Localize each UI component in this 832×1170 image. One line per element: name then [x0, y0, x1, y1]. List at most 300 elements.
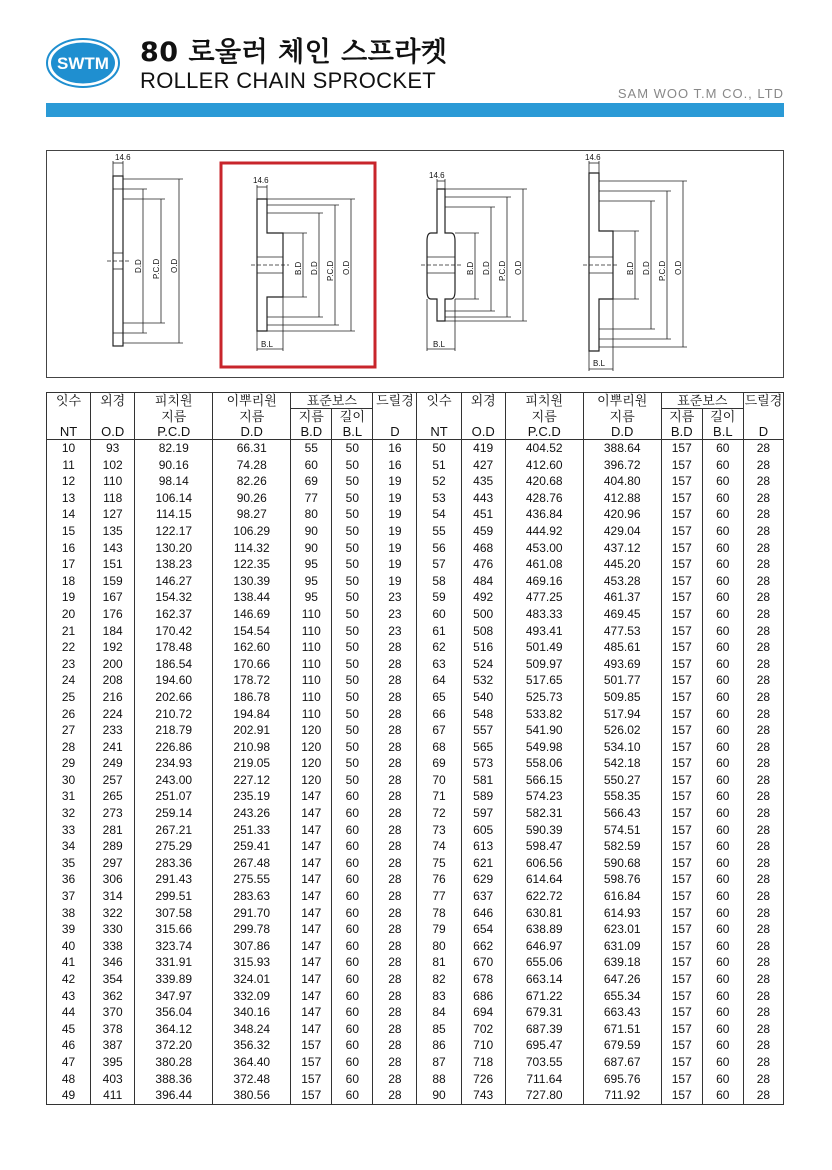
table-cell: 120: [291, 739, 332, 756]
table-cell: 445.20: [583, 556, 661, 573]
table-cell: 18: [47, 573, 91, 590]
table-cell: 147: [291, 871, 332, 888]
table-cell: 147: [291, 954, 332, 971]
col-bd-sub-2: 지름: [661, 409, 702, 425]
table-cell: 82.19: [135, 440, 213, 457]
table-cell: 55: [291, 440, 332, 457]
table-cell: 275.55: [213, 871, 291, 888]
table-cell: 60: [702, 838, 743, 855]
table-cell: 516: [461, 639, 505, 656]
table-cell: 28: [743, 1004, 783, 1021]
table-row: [47, 971, 784, 988]
table-cell: 60: [702, 1004, 743, 1021]
table-cell: 56: [417, 540, 461, 557]
table-cell: 53: [417, 490, 461, 507]
table-cell: 686: [461, 988, 505, 1005]
table-cell: 412.88: [583, 490, 661, 507]
table-cell: 208: [91, 672, 135, 689]
table-cell: 38: [47, 905, 91, 922]
table-cell: 110: [291, 639, 332, 656]
table-cell: 19: [373, 523, 417, 540]
table-cell: 28: [743, 457, 783, 474]
table-cell: 50: [332, 440, 373, 457]
table-cell: 403: [91, 1071, 135, 1088]
table-cell: 743: [461, 1087, 505, 1104]
table-cell: 28: [743, 772, 783, 789]
table-cell: 66: [417, 706, 461, 723]
table-cell: 60: [332, 971, 373, 988]
table-cell: 702: [461, 1021, 505, 1038]
table-cell: 13: [47, 490, 91, 507]
table-row: [47, 755, 784, 772]
table-cell: 157: [661, 623, 702, 640]
table-cell: 81: [417, 954, 461, 971]
table-cell: 354: [91, 971, 135, 988]
table-cell: 468: [461, 540, 505, 557]
table-cell: 60: [332, 838, 373, 855]
table-cell: 87: [417, 1054, 461, 1071]
table-cell: 621: [461, 855, 505, 872]
table-row: [47, 523, 784, 540]
table-cell: 380.28: [135, 1054, 213, 1071]
table-cell: 28: [743, 921, 783, 938]
table-cell: 710: [461, 1037, 505, 1054]
table-cell: 590.68: [583, 855, 661, 872]
col-boss-head-2: 표준보스: [661, 393, 743, 409]
table-cell: 50: [332, 639, 373, 656]
table-cell: 11: [47, 457, 91, 474]
table-cell: 28: [373, 1004, 417, 1021]
table-cell: 60: [702, 473, 743, 490]
table-cell: 275.29: [135, 838, 213, 855]
col-bl-sub: 길이: [332, 409, 373, 425]
table-cell: 218.79: [135, 722, 213, 739]
table-cell: 28: [743, 788, 783, 805]
table-cell: 582.31: [505, 805, 583, 822]
col-bl-sub-2: 길이: [702, 409, 743, 425]
col-pcd-sub: 지름: [135, 409, 213, 425]
col-pcd-sub-2: 지름: [505, 409, 583, 425]
col-od-symbol: O.D: [91, 424, 135, 440]
table-cell: 541.90: [505, 722, 583, 739]
table-cell: 47: [47, 1054, 91, 1071]
table-cell: 157: [291, 1037, 332, 1054]
table-cell: 477.25: [505, 589, 583, 606]
table-cell: 526.02: [583, 722, 661, 739]
table-cell: 16: [373, 457, 417, 474]
table-cell: 60: [291, 457, 332, 474]
table-cell: 542.18: [583, 755, 661, 772]
table-cell: 157: [661, 573, 702, 590]
col-pcd-symbol-2: P.C.D: [505, 424, 583, 440]
table-cell: 157: [661, 672, 702, 689]
table-cell: 28: [47, 739, 91, 756]
table-cell: 28: [373, 888, 417, 905]
table-cell: 28: [743, 490, 783, 507]
table-cell: 687.67: [583, 1054, 661, 1071]
table-row: [47, 788, 784, 805]
table-cell: 28: [373, 722, 417, 739]
table-cell: 60: [702, 606, 743, 623]
table-cell: 90.26: [213, 490, 291, 507]
table-cell: 60: [702, 954, 743, 971]
table-cell: 380.56: [213, 1087, 291, 1104]
table-cell: 110: [291, 672, 332, 689]
diagram-hub-type-selected: [221, 163, 375, 367]
table-cell: 40: [47, 938, 91, 955]
table-cell: 50: [332, 672, 373, 689]
table-cell: 202.66: [135, 689, 213, 706]
diagram4-dd-label: D.D: [642, 261, 651, 275]
table-cell: 28: [373, 988, 417, 1005]
table-cell: 28: [373, 921, 417, 938]
table-cell: 23: [373, 623, 417, 640]
table-cell: 60: [702, 822, 743, 839]
table-cell: 28: [373, 706, 417, 723]
table-cell: 28: [373, 656, 417, 673]
table-cell: 654: [461, 921, 505, 938]
table-cell: 469.16: [505, 573, 583, 590]
table-cell: 60: [702, 1054, 743, 1071]
table-row: [47, 689, 784, 706]
table-cell: 50: [332, 457, 373, 474]
table-cell: 162.60: [213, 639, 291, 656]
col-dd-symbol-2: D.D: [583, 424, 661, 440]
diagram3-bl-label: B.L: [433, 340, 446, 349]
table-cell: 60: [702, 788, 743, 805]
table-cell: 60: [332, 855, 373, 872]
table-cell: 77: [291, 490, 332, 507]
table-cell: 646.97: [505, 938, 583, 955]
table-cell: 147: [291, 988, 332, 1005]
table-cell: 41: [47, 954, 91, 971]
table-cell: 485.61: [583, 639, 661, 656]
table-cell: 492: [461, 589, 505, 606]
table-cell: 186.78: [213, 689, 291, 706]
table-cell: 451: [461, 506, 505, 523]
table-cell: 493.41: [505, 623, 583, 640]
table-cell: 28: [373, 639, 417, 656]
table-cell: 60: [332, 1037, 373, 1054]
table-cell: 412.60: [505, 457, 583, 474]
table-cell: 372.20: [135, 1037, 213, 1054]
table-cell: 265: [91, 788, 135, 805]
table-cell: 50: [332, 523, 373, 540]
table-cell: 17: [47, 556, 91, 573]
table-cell: 157: [661, 755, 702, 772]
table-cell: 60: [702, 623, 743, 640]
table-cell: 157: [661, 1087, 702, 1104]
diagram4-bl-label: B.L: [593, 359, 606, 368]
col-bl-symbol-2: B.L: [702, 424, 743, 440]
table-cell: 62: [417, 639, 461, 656]
diagram3-bd-label: B.D: [466, 261, 475, 275]
table-cell: 356.04: [135, 1004, 213, 1021]
table-cell: 364.12: [135, 1021, 213, 1038]
table-cell: 613: [461, 838, 505, 855]
table-cell: 157: [661, 1071, 702, 1088]
table-cell: 476: [461, 556, 505, 573]
table-cell: 60: [332, 1021, 373, 1038]
table-cell: 157: [661, 888, 702, 905]
table-cell: 95: [291, 589, 332, 606]
table-cell: 404.52: [505, 440, 583, 457]
table-cell: 444.92: [505, 523, 583, 540]
table-cell: 670: [461, 954, 505, 971]
table-cell: 711.92: [583, 1087, 661, 1104]
table-cell: 60: [702, 656, 743, 673]
diagram2-pcd-label: P.C.D: [326, 260, 335, 281]
table-cell: 364.40: [213, 1054, 291, 1071]
table-cell: 28: [373, 689, 417, 706]
table-cell: 28: [373, 672, 417, 689]
table-cell: 679.31: [505, 1004, 583, 1021]
table-cell: 130.39: [213, 573, 291, 590]
table-cell: 60: [332, 1087, 373, 1104]
table-cell: 28: [743, 971, 783, 988]
table-cell: 23: [373, 589, 417, 606]
table-cell: 525.73: [505, 689, 583, 706]
table-cell: 695.76: [583, 1071, 661, 1088]
table-cell: 30: [47, 772, 91, 789]
table-cell: 75: [417, 855, 461, 872]
table-cell: 186.54: [135, 656, 213, 673]
table-row: [47, 1037, 784, 1054]
table-cell: 50: [332, 589, 373, 606]
header-bar: [46, 103, 784, 117]
table-cell: 524: [461, 656, 505, 673]
table-cell: 157: [661, 490, 702, 507]
table-cell: 306: [91, 871, 135, 888]
table-cell: 60: [702, 722, 743, 739]
diagram1-width-label: 14.6: [115, 153, 131, 162]
table-cell: 90: [417, 1087, 461, 1104]
diagram3-dd-label: D.D: [482, 261, 491, 275]
diagram4-pcd-label: P.C.D: [658, 260, 667, 281]
table-cell: 82: [417, 971, 461, 988]
table-cell: 224: [91, 706, 135, 723]
table-cell: 711.64: [505, 1071, 583, 1088]
logo-text: SWTM: [57, 54, 109, 73]
table-cell: 157: [661, 506, 702, 523]
table-cell: 233: [91, 722, 135, 739]
table-cell: 83: [417, 988, 461, 1005]
table-row: [47, 739, 784, 756]
table-cell: 157: [661, 457, 702, 474]
table-cell: 88: [417, 1071, 461, 1088]
table-cell: 122.35: [213, 556, 291, 573]
diagram-double-hub-type: [421, 171, 527, 351]
table-cell: 44: [47, 1004, 91, 1021]
spec-table-wrap: [46, 392, 784, 1105]
table-cell: 12: [47, 473, 91, 490]
table-row: [47, 805, 784, 822]
table-cell: 90: [291, 540, 332, 557]
table-cell: 194.60: [135, 672, 213, 689]
table-cell: 58: [417, 573, 461, 590]
table-cell: 60: [417, 606, 461, 623]
col-pcd-symbol: P.C.D: [135, 424, 213, 440]
table-cell: 259.14: [135, 805, 213, 822]
table-cell: 16: [373, 440, 417, 457]
table-cell: 291.43: [135, 871, 213, 888]
table-cell: 60: [702, 971, 743, 988]
table-cell: 19: [373, 573, 417, 590]
col-bd-symbol-2: B.D: [661, 424, 702, 440]
table-cell: 630.81: [505, 905, 583, 922]
table-cell: 80: [417, 938, 461, 955]
col-pcd-head-2: 피치원: [505, 393, 583, 409]
table-row: [47, 988, 784, 1005]
table-cell: 637: [461, 888, 505, 905]
table-cell: 52: [417, 473, 461, 490]
table-cell: 60: [332, 1004, 373, 1021]
table-cell: 157: [661, 921, 702, 938]
table-cell: 51: [417, 457, 461, 474]
table-cell: 60: [702, 440, 743, 457]
table-cell: 21: [47, 623, 91, 640]
table-cell: 663.43: [583, 1004, 661, 1021]
table-cell: 60: [702, 1087, 743, 1104]
table-row: [47, 440, 784, 457]
table-cell: 138.44: [213, 589, 291, 606]
table-cell: 28: [743, 739, 783, 756]
title-english: ROLLER CHAIN SPROCKET: [140, 68, 437, 93]
table-cell: 557: [461, 722, 505, 739]
table-cell: 162.37: [135, 606, 213, 623]
table-cell: 307.58: [135, 905, 213, 922]
table-cell: 90.16: [135, 457, 213, 474]
col-nt-head-2: 잇수: [417, 393, 461, 409]
table-cell: 508: [461, 623, 505, 640]
diagram1-pcd-label: P.C.D: [152, 258, 161, 279]
table-cell: 493.69: [583, 656, 661, 673]
table-cell: 50: [332, 573, 373, 590]
col-drill-head: 드릴경: [373, 393, 417, 409]
table-cell: 453.00: [505, 540, 583, 557]
table-cell: 26: [47, 706, 91, 723]
table-cell: 28: [373, 1054, 417, 1071]
table-cell: 289: [91, 838, 135, 855]
table-cell: 157: [661, 540, 702, 557]
table-row: [47, 606, 784, 623]
spec-table-body: [47, 440, 784, 1105]
table-cell: 28: [743, 805, 783, 822]
table-cell: 61: [417, 623, 461, 640]
table-cell: 679.59: [583, 1037, 661, 1054]
table-cell: 60: [702, 706, 743, 723]
table-cell: 157: [661, 1004, 702, 1021]
table-cell: 28: [743, 523, 783, 540]
table-cell: 74.28: [213, 457, 291, 474]
table-cell: 45: [47, 1021, 91, 1038]
table-cell: 323.74: [135, 938, 213, 955]
table-cell: 192: [91, 639, 135, 656]
table-cell: 32: [47, 805, 91, 822]
col-dd-sub: 지름: [213, 409, 291, 425]
table-cell: 322: [91, 905, 135, 922]
table-cell: 726: [461, 1071, 505, 1088]
table-row: [47, 871, 784, 888]
table-cell: 184: [91, 623, 135, 640]
table-cell: 60: [332, 822, 373, 839]
table-cell: 157: [661, 971, 702, 988]
table-cell: 566.43: [583, 805, 661, 822]
table-cell: 24: [47, 672, 91, 689]
table-row: [47, 838, 784, 855]
table-cell: 60: [702, 457, 743, 474]
table-cell: 339.89: [135, 971, 213, 988]
table-cell: 60: [702, 805, 743, 822]
table-cell: 28: [743, 855, 783, 872]
table-cell: 147: [291, 888, 332, 905]
table-cell: 616.84: [583, 888, 661, 905]
col-nt-symbol: NT: [47, 424, 91, 440]
table-cell: 663.14: [505, 971, 583, 988]
table-cell: 157: [661, 739, 702, 756]
table-cell: 147: [291, 838, 332, 855]
table-cell: 60: [702, 938, 743, 955]
table-cell: 299.78: [213, 921, 291, 938]
table-cell: 550.27: [583, 772, 661, 789]
diagram-large-hub-type: [583, 153, 687, 371]
table-cell: 110: [291, 689, 332, 706]
table-cell: 151: [91, 556, 135, 573]
table-cell: 348.24: [213, 1021, 291, 1038]
table-cell: 157: [661, 706, 702, 723]
swtm-logo: [46, 38, 120, 88]
table-cell: 257: [91, 772, 135, 789]
table-cell: 60: [702, 1021, 743, 1038]
table-cell: 437.12: [583, 540, 661, 557]
table-cell: 50: [332, 623, 373, 640]
table-cell: 74: [417, 838, 461, 855]
table-cell: 130.20: [135, 540, 213, 557]
table-cell: 157: [661, 954, 702, 971]
table-cell: 50: [332, 490, 373, 507]
table-cell: 210.98: [213, 739, 291, 756]
table-cell: 19: [373, 556, 417, 573]
table-cell: 31: [47, 788, 91, 805]
col-bl-symbol: B.L: [332, 424, 373, 440]
table-cell: 157: [661, 871, 702, 888]
table-cell: 36: [47, 871, 91, 888]
diagram1-od-label: O.D: [170, 258, 179, 273]
table-cell: 590.39: [505, 822, 583, 839]
table-cell: 19: [373, 490, 417, 507]
table-cell: 23: [47, 656, 91, 673]
diagram4-width-label: 14.6: [585, 153, 601, 162]
table-cell: 170.42: [135, 623, 213, 640]
table-cell: 589: [461, 788, 505, 805]
table-cell: 28: [373, 838, 417, 855]
table-cell: 338: [91, 938, 135, 955]
table-cell: 533.82: [505, 706, 583, 723]
table-cell: 28: [373, 1021, 417, 1038]
table-cell: 50: [332, 772, 373, 789]
table-row: [47, 822, 784, 839]
table-cell: 55: [417, 523, 461, 540]
table-cell: 120: [291, 722, 332, 739]
table-cell: 646: [461, 905, 505, 922]
table-cell: 429.04: [583, 523, 661, 540]
table-cell: 135: [91, 523, 135, 540]
table-cell: 597: [461, 805, 505, 822]
table-cell: 28: [743, 573, 783, 590]
table-cell: 178.72: [213, 672, 291, 689]
table-cell: 517.94: [583, 706, 661, 723]
table-cell: 614.64: [505, 871, 583, 888]
